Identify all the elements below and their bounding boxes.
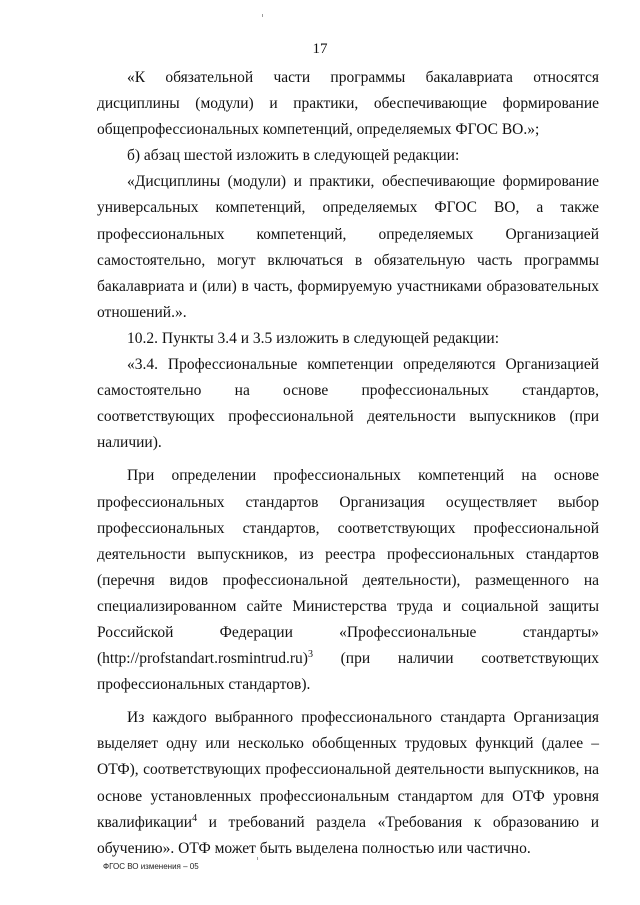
page-footer: ФГОС ВО изменения – 05 — [103, 862, 199, 871]
scan-speck — [262, 14, 263, 17]
paragraph-text: и требований раздела «Требования к образованию и обучению». ОТФ может быть выделена полностью или частично. — [97, 813, 599, 857]
paragraph: «Дисциплины (модули) и практики, обеспечивающие формирование универсальных компетенций, определяемых ФГОС ВО, а также профессиональных компетенций, определяемых Организацией самостоятельно, могут включаться в обязательную часть программы бакалавриата и (или) в часть, формируемую участниками образовательных отношений.». — [97, 173, 599, 321]
page-number: 17 — [312, 41, 328, 57]
paragraph — [97, 705, 599, 862]
document-body — [97, 65, 599, 862]
footnote-ref: 3 — [307, 648, 313, 660]
paragraph: 10.2. Пункты 3.4 и 3.5 изложить в следующей редакции: — [127, 329, 500, 347]
paragraph-text: Из каждого выбранного профессионального стандарта Организация выделяет одну или несколько обобщенных трудовых функций (далее – ОТФ), соответствующих профессиональной деятельности выпускников, на основе установленных профессиональным стандартом для ОТФ уровня квалификации — [97, 709, 599, 831]
paragraph: «К обязательной части программы бакалавриата относятся дисциплины (модули) и практики, обеспечивающие формирование общепрофессиональных компетенций, определяемых ФГОС ВО.»; — [97, 69, 599, 139]
paragraph — [97, 463, 599, 698]
paragraph: б) абзац шестой изложить в следующей редакции: — [127, 147, 460, 165]
footnote-ref: 4 — [192, 812, 198, 824]
paragraph-text: (при наличии соответствующих профессиональных стандартов). — [97, 650, 599, 694]
paragraph-text: При определении профессиональных компетенций на основе профессиональных стандартов Организация осуществляет выбор профессиональных стандартов, соответствующих профессиональной деятельности выпускников, из реестра профессиональных стандартов (перечня видов профессиональной деятельности), размещенного на специализированном сайте Министерства труда и социальной защиты Российской Федерации «Профессиональные стандарты» (http://profstandart.rosmintrud.ru) — [97, 467, 599, 668]
paragraph: «3.4. Профессиональные компетенции определяются Организацией самостоятельно на основе профессиональных стандартов, соответствующих профессиональной деятельности выпускников (при наличии). — [97, 356, 599, 452]
